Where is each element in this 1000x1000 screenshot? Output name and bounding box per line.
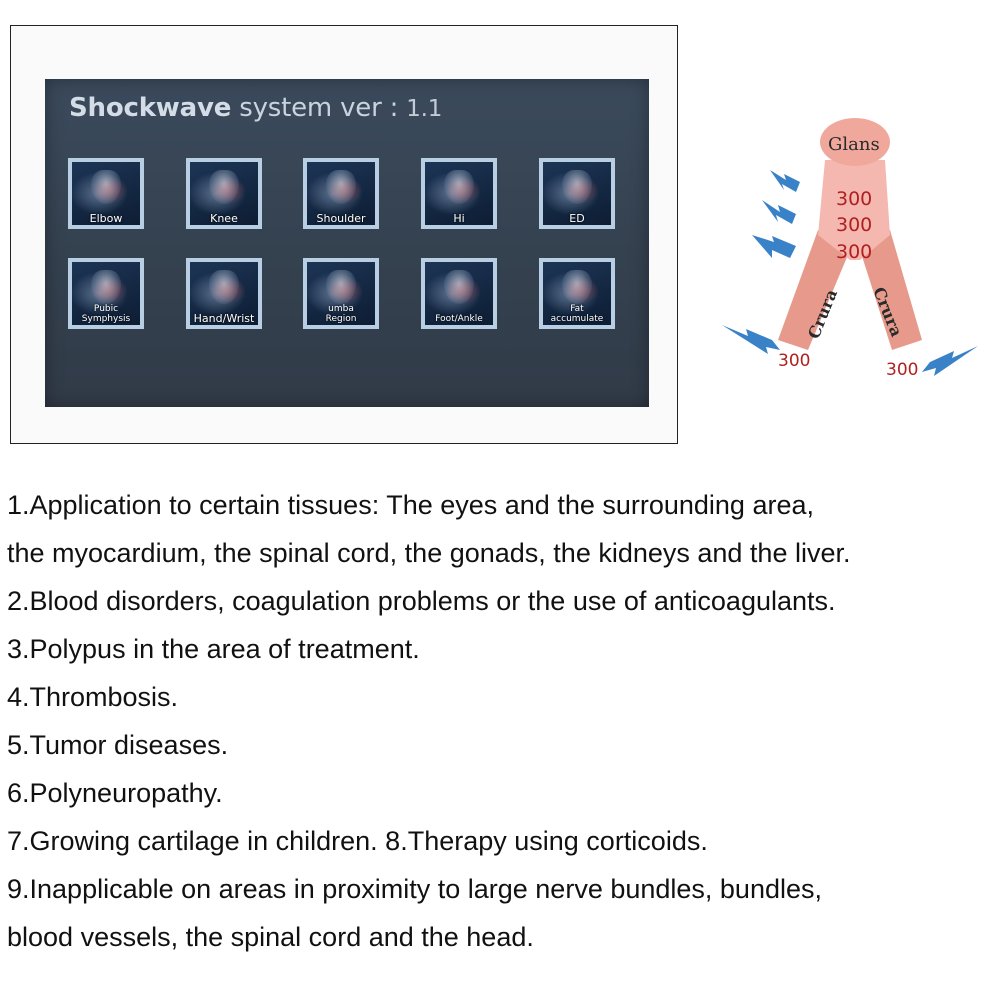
screen-title-text: system ver : (231, 93, 407, 123)
glans-label: Glans (828, 134, 880, 155)
tile-hand-wrist[interactable] (186, 258, 262, 329)
pressure-value: 300 (836, 188, 873, 210)
crura-right-label: Crura (869, 284, 907, 340)
crura-right-value: 300 (886, 360, 919, 380)
spine-icon (326, 270, 356, 304)
pressure-value: 300 (836, 241, 873, 263)
list-item: 7.Growing cartilage in children. 8.Therapy using corticoids. (7, 826, 708, 856)
tile-label: Foot/Ankle (435, 314, 483, 324)
tile-label: umba Region (325, 304, 357, 324)
ed-icon (562, 170, 592, 204)
lightning-icon (922, 346, 978, 376)
list-item: 2.Blood disorders, coagulation problems or the use of anticoagulants. (7, 586, 836, 616)
crura-left-value: 300 (778, 351, 811, 371)
list-item: 3.Polypus in the area of treatment. (7, 634, 420, 664)
knee-icon (209, 170, 239, 204)
screen-version: 1.1 (406, 96, 443, 122)
pressure-value: 300 (836, 214, 873, 236)
tile-lumbar-region[interactable] (303, 258, 379, 329)
list-item: 5.Tumor diseases. (7, 730, 229, 760)
tile-label: Hi (453, 212, 465, 225)
tile-foot-ankle[interactable] (421, 258, 497, 329)
tile-label: Shoulder (316, 212, 366, 225)
lightning-icon (752, 235, 796, 258)
device-photo-frame (10, 25, 678, 444)
list-item: blood vessels, the spinal cord and the head. (7, 922, 534, 952)
tile-label: Fat accumulate (550, 304, 604, 324)
hand-icon (209, 270, 239, 304)
lightning-icon (770, 170, 800, 192)
list-item: the myocardium, the spinal cord, the gonads, the kidneys and the liver. (7, 538, 851, 568)
screen-title-brand: Shockwave (69, 93, 232, 123)
tile-label: ED (569, 212, 585, 225)
tile-label: Elbow (89, 212, 123, 225)
shoulder-icon (326, 170, 356, 204)
elbow-icon (91, 170, 121, 204)
list-item: 9.Inapplicable on areas in proximity to large nerve bundles, bundles, (7, 874, 822, 904)
tile-knee[interactable] (186, 158, 262, 229)
list-item: 6.Polyneuropathy. (7, 778, 223, 808)
lightning-icon (722, 325, 780, 354)
crura-left-label: Crura (804, 286, 842, 342)
screen-title (69, 93, 442, 123)
list-item: 4.Thrombosis. (7, 682, 179, 712)
list-item: 1.Application to certain tissues: The eyes and the surrounding area, (7, 490, 814, 520)
abdomen-icon (562, 270, 592, 304)
hip-icon (444, 170, 474, 204)
lightning-icon (762, 200, 796, 224)
tile-hip[interactable] (421, 158, 497, 229)
tile-elbow[interactable] (68, 158, 144, 229)
tile-pubic-symphysis[interactable] (68, 258, 144, 329)
tile-fat-accumulate[interactable] (539, 258, 615, 329)
device-screen (45, 79, 649, 407)
contraindications-list (7, 481, 997, 961)
treatment-diagram (700, 100, 1000, 400)
pelvis-icon (91, 270, 121, 304)
tile-label: Knee (210, 212, 238, 225)
tile-label: Pubic Symphysis (81, 304, 131, 324)
tile-label: Hand/Wrist (193, 312, 255, 325)
tile-shoulder[interactable] (303, 158, 379, 229)
foot-icon (444, 270, 474, 304)
tile-ed[interactable] (539, 158, 615, 229)
